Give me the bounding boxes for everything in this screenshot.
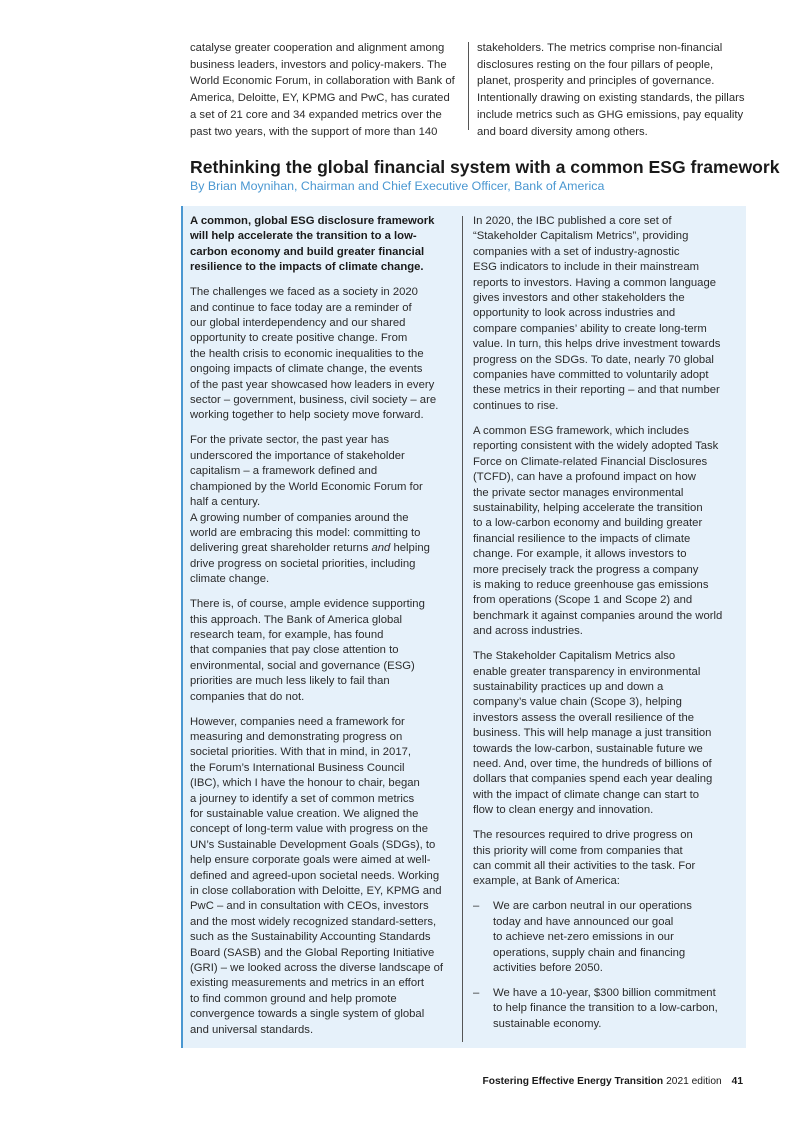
article-title: Rethinking the global financial system with a common ESG framework: [190, 157, 780, 177]
intro-line: disclosures resting on the four pillars of people,: [477, 58, 714, 71]
text-line: However, companies need a framework for: [190, 715, 405, 728]
text-line: half a century.: [190, 496, 261, 509]
article-left-column: [190, 214, 443, 1048]
text-line: drive progress on societal priorities, including: [190, 557, 416, 570]
intro-line: business leaders, investors and policy-makers. The: [190, 58, 447, 71]
text-line: research team, for example, has found: [190, 628, 384, 641]
text-line: Force on Climate-related Financial Disclosures: [473, 455, 708, 468]
text-line: this priority will come from companies that: [473, 844, 683, 857]
text-line: UN’s Sustainable Development Goals (SDGs), to: [190, 838, 436, 851]
text-line: priorities are much less likely to fail than: [190, 675, 390, 688]
text-line: operations, supply chain and financing: [493, 946, 686, 959]
text-run: delivering great shareholder returns: [190, 542, 372, 555]
text-line: companies with a set of industry-agnostic: [473, 245, 680, 258]
text-line: A common ESG framework, which includes: [473, 424, 689, 437]
text-line: more precisely track the progress a company: [473, 563, 699, 576]
text-line: continues to rise.: [473, 399, 559, 412]
text-line: sustainability, helping accelerate the transition: [473, 501, 703, 514]
text-line: and universal standards.: [190, 1023, 314, 1036]
text-line: ongoing impacts of climate change, the events: [190, 363, 423, 376]
intro-line: planet, prosperity and principles of governance.: [477, 75, 715, 88]
text-line: company’s value chain (Scope 3), helping: [473, 696, 682, 709]
text-line: companies that do not.: [190, 690, 305, 703]
article-byline: By Brian Moynihan, Chairman and Chief Executive Officer, Bank of America: [190, 179, 605, 193]
body-paragraph: [473, 828, 722, 890]
text-line: benchmark it against companies around the world: [473, 609, 723, 622]
text-line: resilience to the impacts of climate change.: [190, 261, 424, 274]
text-line: measuring and demonstrating progress on: [190, 730, 403, 743]
text-line: sustainability practices up and down a: [473, 680, 664, 693]
text-line: reports to investors. Having a common language: [473, 276, 717, 289]
text-line: such as the Sustainability Accounting Standards: [190, 931, 431, 944]
body-paragraph: [473, 649, 722, 818]
text-line: this approach. The Bank of America global: [190, 613, 403, 626]
text-line: of the past year showcased how leaders in every: [190, 378, 435, 391]
bullet-item: [473, 899, 722, 976]
body-lines: [190, 433, 443, 541]
text-line: value. In turn, this helps drive investment towards: [473, 338, 721, 351]
text-line: activities before 2050.: [493, 962, 603, 975]
text-line: from operations (Scope 1 and Scope 2) and: [473, 594, 693, 607]
text-line: the private sector manages environmental: [473, 486, 684, 499]
text-line: to find common ground and help promote: [190, 992, 397, 1005]
page-number: 41: [731, 1076, 743, 1087]
text-line: underscored the importance of stakeholder: [190, 449, 405, 462]
text-line: gives investors and other stakeholders the: [473, 292, 685, 305]
text-line: reporting consistent with the widely adopted Task: [473, 440, 719, 453]
text-line: the Forum’s International Business Council: [190, 761, 405, 774]
text-line: to a low-carbon economy and building greater: [473, 517, 703, 530]
text-line: help ensure corporate goals were aimed at well-: [190, 854, 431, 867]
text-line: and continue to face today are a reminder of: [190, 301, 412, 314]
intro-line: include metrics such as GHG emissions, pay equality: [477, 108, 744, 121]
text-line: In 2020, the IBC published a core set of: [473, 215, 672, 227]
text-line: investors assess the overall resilience of the: [473, 711, 695, 724]
footer-report-title: Fostering Effective Energy Transition: [482, 1076, 664, 1087]
text-line: For the private sector, the past year has: [190, 434, 390, 447]
text-line: convergence towards a single system of global: [190, 1008, 425, 1021]
text-line: working together to help society move forward.: [190, 409, 424, 422]
text-line: with the impact of climate change can start to: [473, 788, 700, 801]
text-line: There is, of course, ample evidence supporting: [190, 598, 425, 611]
intro-line: America, Deloitte, EY, KPMG and PwC, has curated: [190, 92, 450, 105]
text-line: A common, global ESG disclosure framework: [190, 215, 435, 227]
text-line: We are carbon neutral in our operations: [493, 900, 692, 913]
body-paragraph: [190, 433, 443, 587]
text-line: (IBC), which I have the honour to chair, began: [190, 777, 420, 790]
text-line: societal priorities. With that in mind, in 2017,: [190, 746, 412, 759]
text-line: financial resilience to the impacts of climate: [473, 532, 691, 545]
text-line: compare companies’ ability to create long-term: [473, 322, 707, 335]
bullet-lines: [493, 899, 722, 976]
text-run: helping: [390, 542, 430, 555]
intro-line: catalyse greater cooperation and alignment among: [190, 42, 445, 54]
text-line: A growing number of companies around the: [190, 511, 409, 524]
text-line: existing measurements and metrics in an effort: [190, 977, 424, 990]
intro-line: Intentionally drawing on existing standards, the pillars: [477, 92, 745, 105]
text-line: to help finance the transition to a low-carbon,: [493, 1002, 718, 1015]
intro-line: past two years, with the support of more than 140: [190, 125, 438, 138]
text-line: and across industries.: [473, 625, 583, 638]
article-column-divider: [462, 216, 463, 1042]
article-right-column: [473, 214, 722, 1042]
text-line: carbon economy and build greater financial: [190, 245, 425, 258]
text-line: for sustainable value creation. We aligned the: [190, 808, 419, 820]
text-line: flow to clean energy and innovation.: [473, 804, 654, 817]
text-line: need. And, over time, the hundreds of billions of: [473, 758, 712, 770]
intro-line: stakeholders. The metrics comprise non-financial: [477, 42, 723, 54]
text-line: in close collaboration with Deloitte, EY, KPMG and: [190, 885, 442, 898]
text-line: enable greater transparency in environmental: [473, 665, 701, 678]
text-line: The Stakeholder Capitalism Metrics also: [473, 650, 676, 663]
text-line: Board (SASB) and the Global Reporting Initiative: [190, 946, 435, 959]
text-line: companies have committed to voluntarily adopt: [473, 369, 709, 382]
bullet-item: [473, 986, 722, 1032]
body-paragraph: [190, 285, 443, 424]
text-line: that companies that pay close attention to: [190, 644, 399, 657]
body-paragraph: [473, 424, 722, 640]
bullet-dash: –: [473, 987, 480, 1000]
text-line: The challenges we faced as a society in 2020: [190, 286, 418, 299]
text-line: world are embracing this model: committing to: [190, 526, 421, 539]
text-line: change. For example, it allows investors to: [473, 548, 687, 561]
text-line: today and have announced our goal: [493, 915, 674, 928]
text-line: these metrics in their reporting – and that number: [473, 384, 720, 397]
text-line: our global interdependency and our shared: [190, 317, 406, 330]
text-line: business. This will help manage a just transition: [473, 727, 712, 740]
text-line: opportunity to create positive change. From: [190, 332, 408, 345]
body-paragraph: [190, 715, 443, 1039]
text-line: progress on the SDGs. To date, nearly 70 global: [473, 353, 714, 366]
text-line: (TCFD), can have a profound impact on how: [473, 471, 696, 484]
emphasis-text: and: [371, 542, 391, 555]
article-box-accent-rule: [181, 206, 183, 1048]
footer-edition: 2021 edition: [666, 1076, 722, 1087]
text-line: can commit all their activities to the task. For: [473, 860, 696, 873]
body-lines: [190, 557, 443, 588]
intro-line: World Economic Forum, in collaboration with Bank of: [190, 75, 455, 88]
text-line: championed by the World Economic Forum for: [190, 480, 423, 493]
text-line: environmental, social and governance (ESG): [190, 659, 415, 672]
text-line: sustainable economy.: [493, 1017, 602, 1030]
intro-column-divider: [468, 42, 469, 130]
text-line: sector – government, business, civil society – are: [190, 394, 437, 407]
text-line: (GRI) – we looked across the diverse landscape of: [190, 962, 444, 975]
text-line: We have a 10-year, $300 billion commitment: [493, 987, 716, 1000]
text-line: towards the low-carbon, sustainable future we: [473, 742, 703, 755]
text-line: opportunity to look across industries and: [473, 307, 676, 320]
text-line: defined and agreed-upon societal needs. Working: [190, 869, 440, 882]
text-line: capitalism – a framework defined and: [190, 465, 378, 478]
text-line: a journey to identify a set of common metrics: [190, 792, 415, 805]
text-line: example, at Bank of America:: [473, 875, 620, 888]
body-paragraph: [190, 597, 443, 705]
text-line: is making to reduce greenhouse gas emissions: [473, 578, 709, 591]
text-line: will help accelerate the transition to a low-: [190, 230, 417, 243]
bullet-lines: [493, 986, 722, 1032]
page-footer: [483, 1076, 743, 1087]
text-line: dollars that companies spend each year dealing: [473, 773, 713, 786]
text-line: climate change.: [190, 573, 270, 586]
text-line: the health crisis to economic inequalities to the: [190, 347, 424, 360]
text-line: concept of long-term value with progress on the: [190, 823, 428, 836]
intro-line: a set of 21 core and 34 expanded metrics over the: [190, 108, 442, 121]
text-line: The resources required to drive progress on: [473, 829, 693, 842]
text-line: to achieve net-zero emissions in our: [493, 931, 674, 944]
text-line: PwC – and in consultation with CEOs, investors: [190, 900, 429, 913]
body-line-with-emphasis: [190, 541, 443, 556]
body-paragraph: [473, 214, 722, 414]
text-line: “Stakeholder Capitalism Metrics”, providing: [473, 230, 689, 243]
text-line: and the most widely recognized standard-setters,: [190, 915, 437, 928]
intro-line: and board diversity among others.: [477, 125, 648, 138]
lead-paragraph: [190, 214, 443, 276]
text-line: ESG indicators to include in their mainstream: [473, 261, 700, 274]
bullet-dash: –: [473, 900, 480, 913]
